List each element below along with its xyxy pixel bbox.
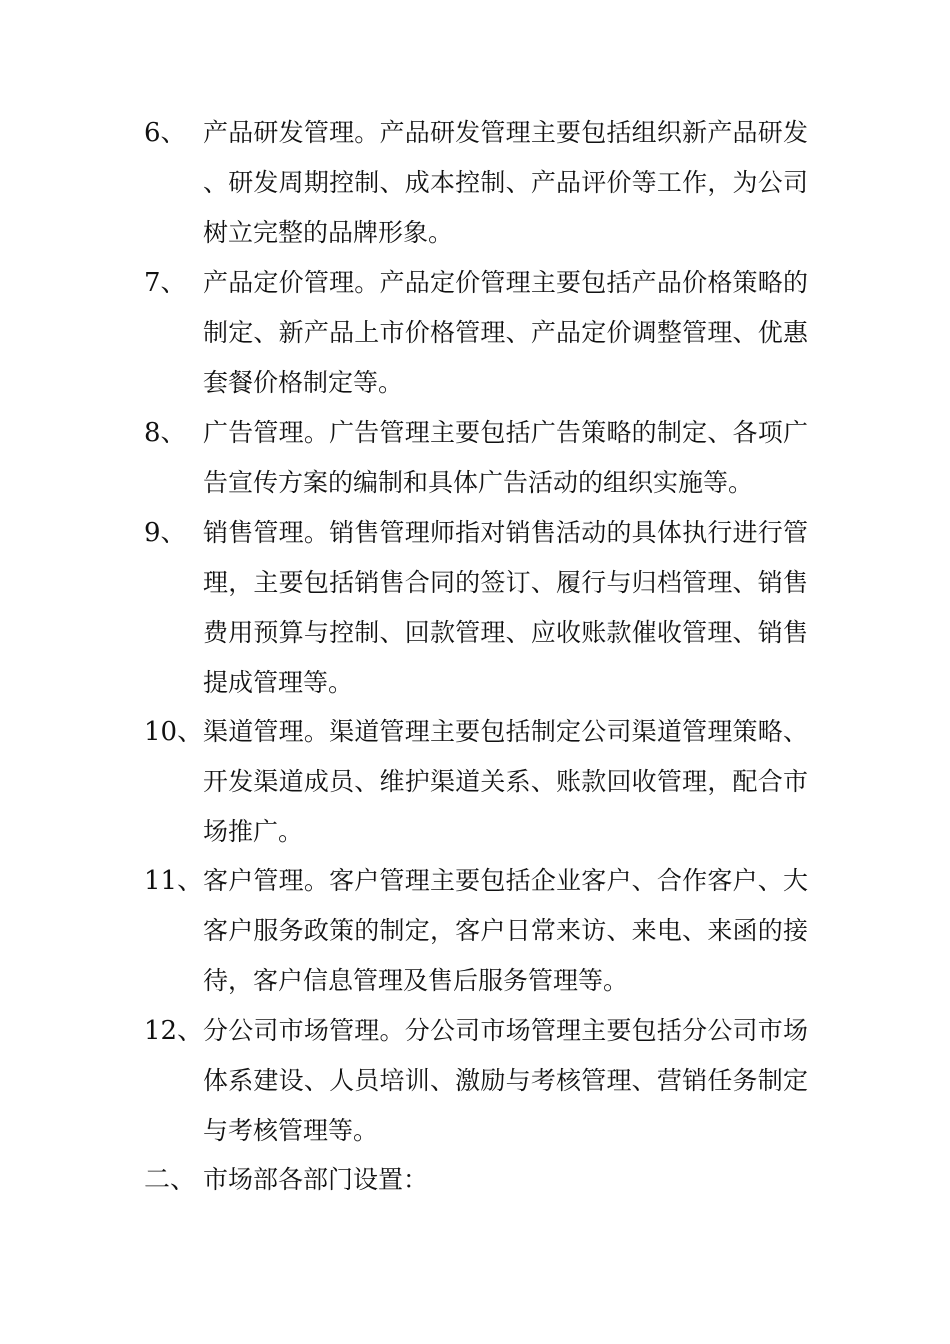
item-number: 8、 [144, 418, 187, 448]
item-text: 客户管理。客户管理主要包括企业客户、合作客户、大客户服务政策的制定，客户日常来访、来电、来函的接待，客户信息管理及售后服务管理等。 [203, 866, 808, 995]
item-text: 产品定价管理。产品定价管理主要包括产品价格策略的制定、新产品上市价格管理、产品定价调整管理、优惠套餐价格制定等。 [203, 268, 808, 397]
item-text: 渠道管理。渠道管理主要包括制定公司渠道管理策略、开发渠道成员、维护渠道关系、账款回收管理，配合市场推广。 [203, 717, 808, 846]
item-text: 销售管理。销售管理师指对销售活动的具体执行进行管理，主要包括销售合同的签订、履行与归档管理、销售费用预算与控制、回款管理、应收账款催收管理、销售提成管理等。 [203, 518, 808, 697]
item-text: 分公司市场管理。分公司市场管理主要包括分公司市场体系建设、人员培训、激励与考核管理、营销任务制定与考核管理等。 [203, 1016, 808, 1145]
item-number: 10、 [144, 717, 204, 747]
item-number: 7、 [144, 268, 187, 298]
section-number: 二、 [144, 1165, 197, 1195]
section-title: 市场部各部门设置： [203, 1165, 429, 1194]
item-number: 11、 [144, 866, 204, 896]
item-number: 9、 [144, 518, 187, 548]
item-number: 6、 [144, 118, 187, 148]
item-text: 广告管理。广告管理主要包括广告策略的制定、各项广告宣传方案的编制和具体广告活动的组织实施等。 [203, 418, 808, 497]
item-text: 产品研发管理。产品研发管理主要包括组织新产品研发、研发周期控制、成本控制、产品评价等工作，为公司树立完整的品牌形象。 [203, 118, 808, 247]
item-number: 12、 [144, 1016, 204, 1046]
